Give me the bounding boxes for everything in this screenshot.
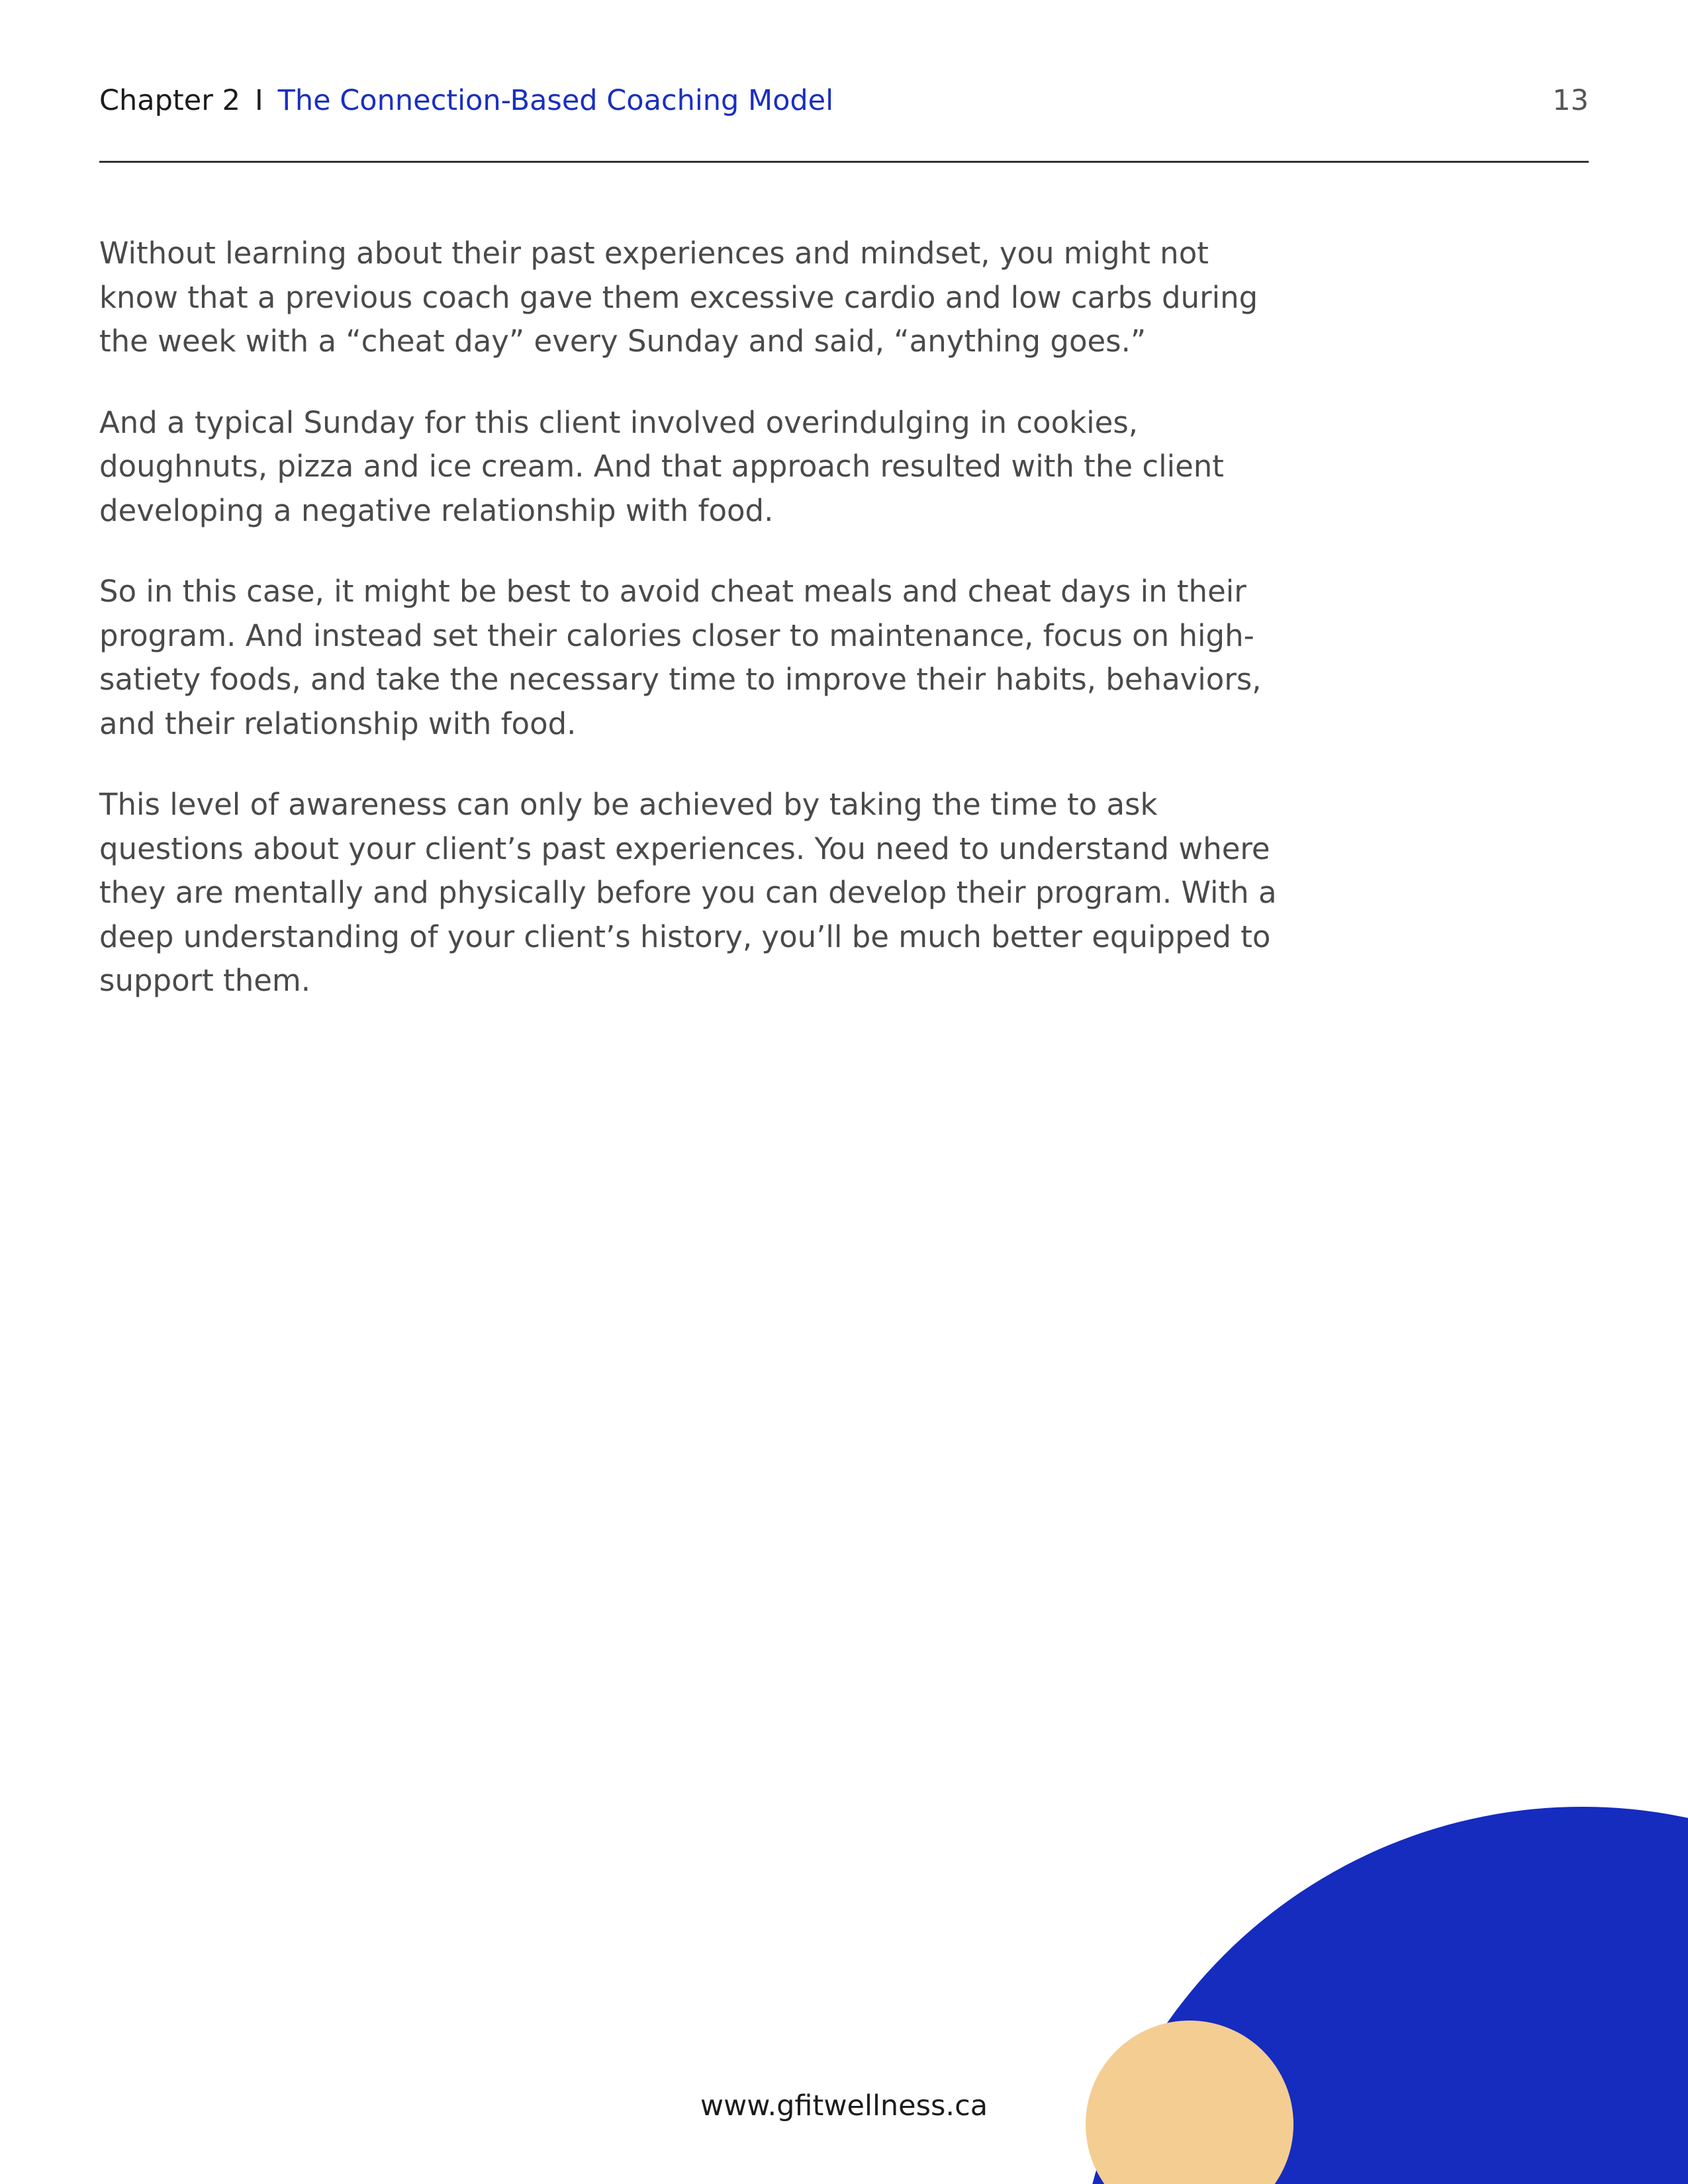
paragraph-4: This level of awareness can only be achieved by taking the time to ask questions about your client’s past experiences. You need to understand where they are mentally and physically before you can develop their program. With a deep understanding of your client’s history, you’ll be much better equipped to support them. bbox=[99, 787, 1277, 998]
paragraph-1: Without learning about their past experiences and mindset, you might not know that a previous coach gave them excessive cardio and low carbs during the week with a “cheat day” every Sunday and said, “anything goes.” bbox=[99, 236, 1258, 359]
blue-circle-decoration bbox=[1076, 1807, 1688, 2184]
paragraph-2: And a typical Sunday for this client involved overindulging in cookies, doughnuts, pizza and ice cream. And that approach resulted with the client developing a negative relationship with food. bbox=[99, 404, 1224, 528]
chapter-separator: I bbox=[254, 84, 263, 117]
chapter-title: The Connection-Based Coaching Model bbox=[277, 84, 834, 117]
peach-circle-decoration bbox=[1086, 2021, 1293, 2184]
body-text bbox=[99, 232, 1291, 1040]
chapter-label: Chapter 2 bbox=[99, 84, 240, 117]
page-header bbox=[99, 79, 1589, 122]
footer-website-link[interactable]: www.gfitwellness.ca bbox=[700, 2089, 988, 2122]
page-number: 13 bbox=[1552, 84, 1589, 117]
header-divider bbox=[99, 161, 1589, 163]
chapter-heading bbox=[99, 84, 833, 117]
paragraph-3: So in this case, it might be best to avoid cheat meals and cheat days in their program. And instead set their calories closer to maintenance, focus on high-satiety foods, and take the necessary time to improve their habits, behaviors, and their relationship with food. bbox=[99, 574, 1262, 741]
